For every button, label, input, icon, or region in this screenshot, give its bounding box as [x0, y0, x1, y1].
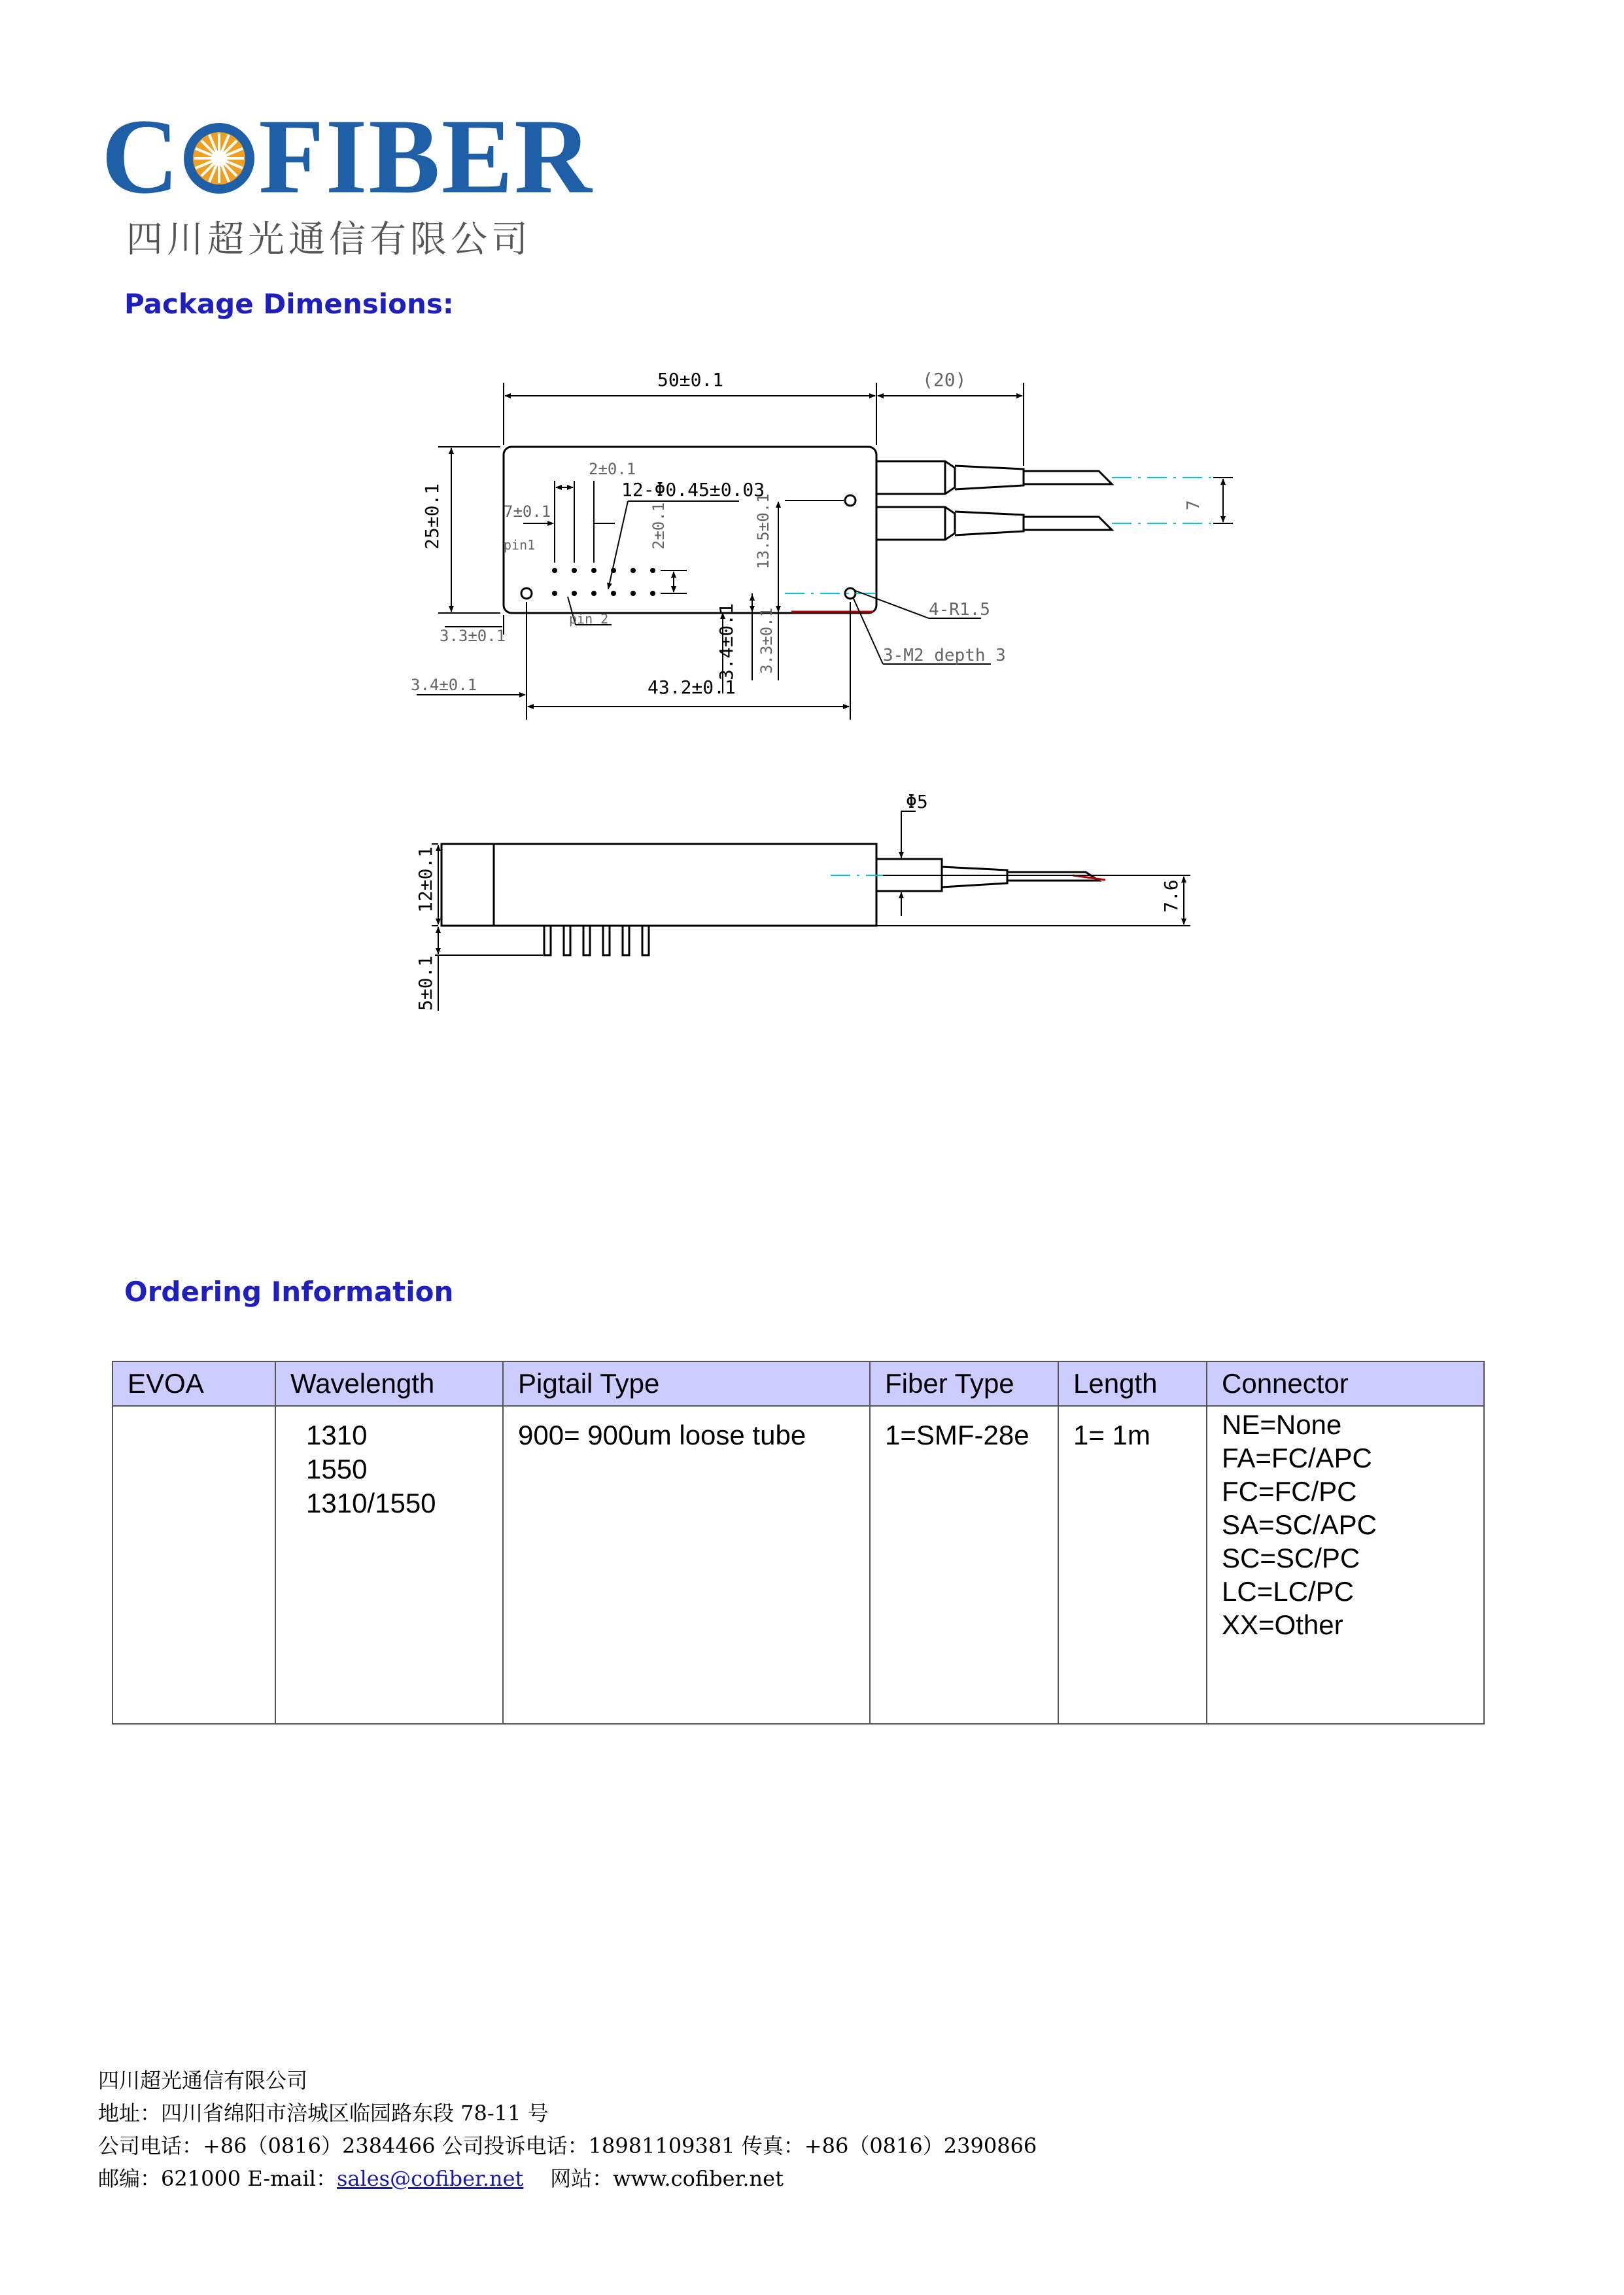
cell-fiber-type: 1=SMF-28e — [870, 1406, 1058, 1724]
dim-2-vert-label: 2±0.1 — [649, 502, 668, 550]
dim-50-label: 50±0.1 — [657, 369, 724, 391]
cell-wavelength — [275, 1406, 503, 1724]
wavelength-option: 1550 — [306, 1454, 368, 1484]
email-link[interactable]: sales@cofiber.net — [337, 2166, 524, 2191]
dim-12-label: 12±0.1 — [415, 846, 436, 913]
table-header-row — [112, 1361, 1484, 1406]
dim-25-label: 25±0.1 — [421, 483, 443, 550]
header-pigtail-type: Pigtail Type — [503, 1361, 870, 1406]
logo-letter-c: C — [101, 97, 181, 216]
wavelength-option: 1310/1550 — [306, 1488, 436, 1518]
dim-20-label: (20) — [922, 369, 967, 391]
header-wavelength: Wavelength — [275, 1361, 503, 1406]
dim-5-label: 5±0.1 — [415, 955, 436, 1011]
dim-pins-label: 12-Φ0.45±0.03 — [621, 479, 765, 500]
module-body-top — [504, 447, 876, 613]
connector-option: FC=FC/PC — [1222, 1476, 1357, 1507]
footer-phone: 公司电话：+86（0816）2384466 公司投诉电话：18981109381 传真：+86（0816）2390866 — [98, 2133, 1037, 2158]
connector-option: SA=SC/APC — [1222, 1509, 1377, 1540]
table-row — [112, 1406, 1484, 1724]
logo-chinese-name: 四川超光通信有限公司 — [126, 219, 532, 261]
top-dimension-lines — [417, 383, 1233, 720]
connector-option: FA=FC/APC — [1222, 1443, 1372, 1473]
cell-length: 1= 1m — [1058, 1406, 1207, 1724]
header-fiber-type: Fiber Type — [870, 1361, 1058, 1406]
module-end-side — [441, 844, 494, 926]
side-dimension-labels — [415, 791, 1182, 1011]
package-dimensions-heading: Package Dimensions: — [124, 288, 454, 320]
footer-contact-line — [98, 2162, 1037, 2195]
pin-array — [552, 568, 655, 596]
ordering-information-heading: Ordering Information — [124, 1276, 454, 1308]
logo-letters-fiber: FIBER — [258, 97, 593, 216]
cell-evoa — [112, 1406, 275, 1724]
footer-address: 地址：四川省绵阳市涪城区临园路东段 78-11 号 — [98, 2101, 549, 2126]
footer-postcode: 邮编：621000 E-mail： — [98, 2166, 337, 2191]
dim-phi5-label: Φ5 — [906, 791, 928, 813]
dim-2-label: 2±0.1 — [589, 460, 636, 478]
connector-option: LC=LC/PC — [1222, 1576, 1354, 1607]
note-r-label: 4-R1.5 — [929, 600, 990, 620]
wavelength-option: 1310 — [306, 1420, 368, 1450]
ordering-table — [112, 1361, 1485, 1725]
dim-3-4-left-label: 3.4±0.1 — [411, 676, 477, 694]
module-body-side — [494, 844, 876, 926]
footer-website: 网站：www.cofiber.net — [550, 2166, 784, 2191]
connector-option: XX=Other — [1222, 1609, 1343, 1640]
note-m2-label: 3-M2 depth 3 — [883, 646, 1006, 665]
header-evoa: EVOA — [112, 1361, 275, 1406]
footer-company: 四川超光通信有限公司 — [98, 2068, 308, 2093]
dim-3-3-vert-label: 3.3±0.1 — [757, 607, 776, 674]
top-dimension-labels — [411, 369, 1203, 698]
dim-7-right-label: 7 — [1184, 500, 1203, 510]
dim-7-left-label: 7±0.1 — [504, 502, 551, 521]
header-connector: Connector — [1207, 1361, 1484, 1406]
dim-7-6-label: 7.6 — [1160, 879, 1182, 913]
cell-pigtail-type: 900= 900um loose tube — [503, 1406, 870, 1724]
dim-43-2-label: 43.2±0.1 — [648, 676, 736, 698]
pin1-label: pin1 — [504, 537, 536, 553]
side-dimension-lines — [432, 811, 1190, 1011]
dim-3-3-left-label: 3.3±0.1 — [440, 627, 506, 645]
header-length: Length — [1058, 1361, 1207, 1406]
dim-3-4-vert-label: 3.4±0.1 — [716, 603, 737, 680]
package-dimension-drawing — [0, 0, 1624, 1047]
connector-option: SC=SC/PC — [1222, 1543, 1360, 1573]
page-footer — [98, 2064, 1037, 2195]
connector-option: NE=None — [1222, 1409, 1342, 1440]
side-view — [441, 844, 1099, 955]
pin2-label: pin 2 — [569, 611, 609, 627]
cell-connector — [1207, 1406, 1484, 1724]
dim-13-5-label: 13.5±0.1 — [754, 493, 772, 569]
